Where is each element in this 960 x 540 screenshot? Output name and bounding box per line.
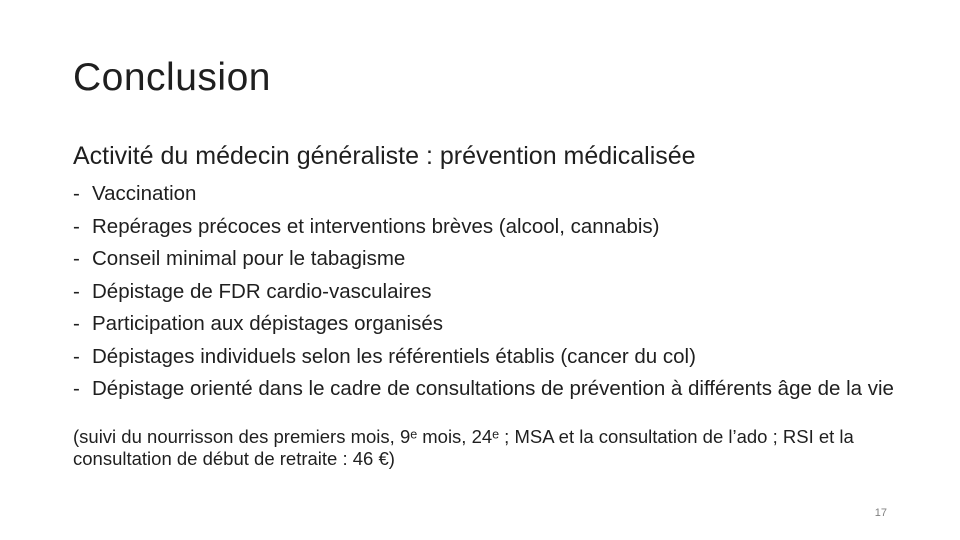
list-item bbox=[73, 373, 903, 406]
list-item bbox=[73, 211, 903, 244]
slide-title: Conclusion bbox=[73, 56, 271, 99]
bullet-text: Dépistages individuels selon les référentiels établis (cancer du col) bbox=[92, 344, 696, 368]
list-item bbox=[73, 276, 903, 309]
bullet-marker: - bbox=[73, 312, 80, 335]
bullet-text: Participation aux dépistages organisés bbox=[92, 312, 443, 335]
bullet-text: Repérages précoces et interventions brèves (alcool, cannabis) bbox=[92, 214, 660, 238]
list-item bbox=[73, 341, 903, 374]
list-item bbox=[73, 178, 903, 211]
bullet-marker: - bbox=[73, 214, 80, 238]
bullet-marker: - bbox=[73, 377, 80, 400]
list-item bbox=[73, 308, 903, 341]
slide-subtitle: Activité du médecin généraliste : prévention médicalisée bbox=[73, 142, 696, 170]
bullet-marker: - bbox=[73, 182, 80, 205]
bullet-list bbox=[73, 178, 903, 406]
list-item bbox=[73, 243, 903, 276]
bullet-text: Conseil minimal pour le tabagisme bbox=[92, 247, 406, 270]
bullet-text: Dépistage orienté dans le cadre de consultations de prévention à différents âge de la vie bbox=[92, 377, 894, 400]
bullet-marker: - bbox=[73, 247, 80, 270]
bullet-text: Vaccination bbox=[92, 182, 197, 205]
page-number: 17 bbox=[874, 507, 887, 519]
footnote-text: (suivi du nourrisson des premiers mois, 9ᵉ mois, 24ᵉ ; MSA et la consultation de l’ado ; RSI et la consultation de début de retraite : 46 €) bbox=[73, 426, 854, 469]
bullet-text: Dépistage de FDR cardio-vasculaires bbox=[92, 279, 432, 303]
bullet-marker: - bbox=[73, 344, 80, 368]
bullet-marker: - bbox=[73, 279, 80, 303]
